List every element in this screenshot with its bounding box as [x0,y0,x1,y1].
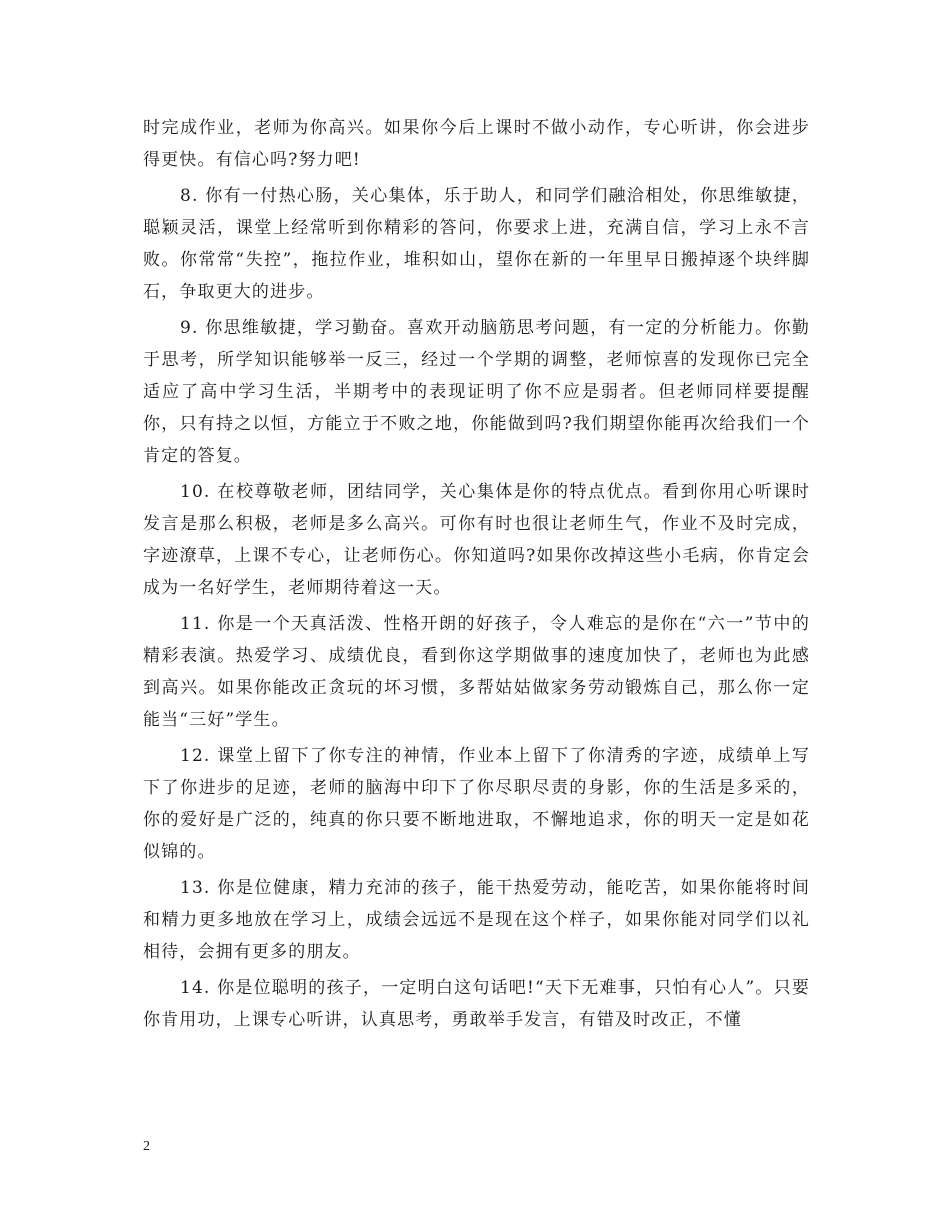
paragraph-comment-11: 11. 你是一个天真活泼、性格开朗的好孩子，令人难忘的是你在“六一”节中的精彩表演。热爱学习、成绩优良，看到你这学期做事的速度加快了，老师也为此感到高兴。如果你能改正贪玩的坏习惯，多帮姑姑做家务劳动锻炼自己，那么你一定能当“三好”学生。 [143,614,810,730]
paragraph-comment-10: 10. 在校尊敬老师，团结同学，关心集体是你的特点优点。看到你用心听课时发言是那么积极，老师是多么高兴。可你有时也很让老师生气，作业不及时完成，字迹潦草，上课不专心，让老师伤心。你知道吗?如果你改掉这些小毛病，你肯定会成为一名好学生，老师期待着这一天。 [143,482,810,598]
page-number: 2 [143,1139,150,1154]
paragraph-comment-8: 8. 你有一付热心肠，关心集体，乐于助人，和同学们融洽相处，你思维敏捷，聪颖灵活，课堂上经常听到你精彩的答问，你要求上进，充满自信，学习上永不言败。你常常“失控”，拖拉作业，堆积如山，望你在新的一年里早日搬掉逐个块绊脚石，争取更大的进步。 [143,186,810,302]
paragraph-comment-9: 9. 你思维敏捷，学习勤奋。喜欢开动脑筋思考问题，有一定的分析能力。你勤于思考，所学知识能够举一反三，经过一个学期的调整，老师惊喜的发现你已完全适应了高中学习生活，半期考中的表现证明了你不应是弱者。但老师同样要提醒你，只有持之以恒，方能立于不败之地，你能做到吗?我们期望你能再次给我们一个肯定的答复。 [143,318,810,466]
document-body [143,112,810,1040]
paragraph-comment-13: 13. 你是位健康，精力充沛的孩子，能干热爱劳动，能吃苦，如果你能将时间和精力更多地放在学习上，成绩会远远不是现在这个样子，如果你能对同学们以礼相待，会拥有更多的朋友。 [143,878,810,962]
paragraph-comment-14: 14. 你是位聪明的孩子，一定明白这句话吧!“天下无难事，只怕有心人”。只要你肯用功，上课专心听讲，认真思考，勇敢举手发言，有错及时改正，不懂 [143,978,810,1030]
paragraph-comment-12: 12. 课堂上留下了你专注的神情，作业本上留下了你清秀的字迹，成绩单上写下了你进步的足迹，老师的脑海中印下了你尽职尽责的身影，你的生活是多采的，你的爱好是广泛的，纯真的你只要不断地进取，不懈地追求，你的明天一定是如花似锦的。 [143,746,810,862]
paragraph: 时完成作业，老师为你高兴。如果你今后上课时不做小动作，专心听讲，你会进步得更快。有信心吗?努力吧! [143,118,810,170]
